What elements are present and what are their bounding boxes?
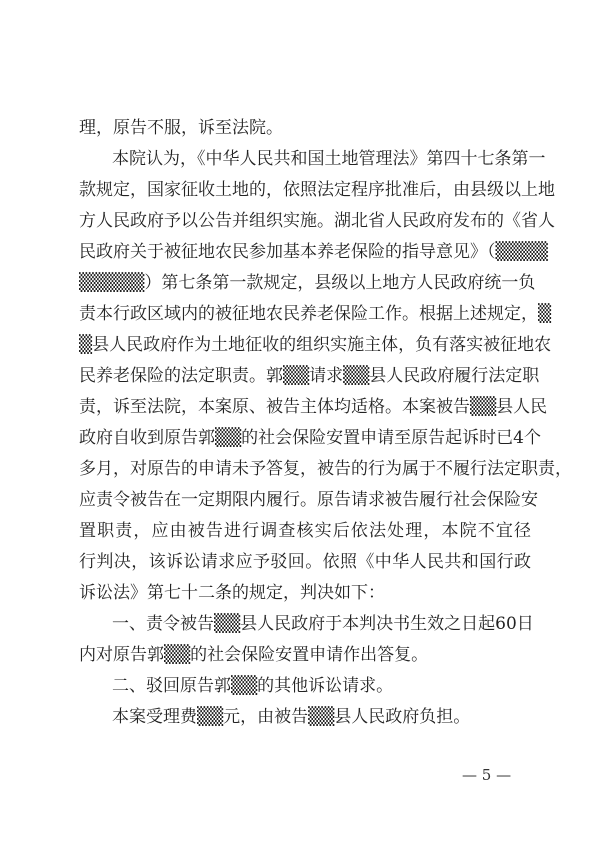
case-fee-line: 本案受理费▒▒元，由被告▒▒县人民政府负担。 (112, 707, 471, 727)
judgment-item-1-line-1: 一、责令被告▒▒县人民政府于本判决书生效之日起60日 (112, 614, 534, 634)
paragraph-line-8: ▒县人民政府作为土地征收的组织实施主体，负有落实被征地农 (79, 335, 552, 355)
paragraph-line-10: 责，诉至法院，本案原、被告主体均适格。本案被告▒▒县人民 (79, 397, 548, 417)
judgment-item-1-line-2: 内对原告郭▒▒的社会保险安置申请作出答复。 (79, 645, 429, 665)
paragraph-line-11: 政府自收到原告郭▒▒的社会保险安置申请至原告起诉时已4个 (79, 428, 541, 448)
paragraph-line-1: 理，原告不服，诉至法院。 (79, 118, 283, 138)
paragraph-line-9: 民养老保险的法定职责。郭▒▒请求▒▒县人民政府履行法定职 (79, 366, 540, 386)
paragraph-line-13: 应责令被告在一定期限内履行。原告请求被告履行社会保险安 (79, 490, 538, 510)
paragraph-line-14: 置职责，应由被告进行调查核实后依法处理，本院不宜径 (79, 521, 531, 541)
paragraph-line-7: 责本行政区域内的被征地农民养老保险工作。根据上述规定，▒ (79, 304, 552, 324)
paragraph-line-4: 方人民政府予以公告并组织实施。湖北省人民政府发布的《省人 (79, 211, 555, 231)
paragraph-line-2: 本院认为，《中华人民共和国土地管理法》第四十七条第一 (112, 149, 546, 169)
paragraph-line-3: 款规定，国家征收土地的，依照法定程序批准后，由县级以上地 (79, 180, 555, 200)
page-number: — 5 — (462, 766, 512, 784)
paragraph-line-16: 诉讼法》第七十二条的规定，判决如下： (79, 583, 385, 603)
paragraph-line-15: 行判决，该诉讼请求应予驳回。依照《中华人民共和国行政 (79, 552, 531, 572)
paragraph-line-12: 多月，对原告的申请未予答复，被告的行为属于不履行法定职责， (79, 459, 572, 479)
judgment-item-2: 二、驳回原告郭▒▒的其他诉讼请求。 (112, 676, 394, 696)
paragraph-line-5: 民政府关于被征地农民参加基本养老保险的指导意见》（▒▒▒▒ (79, 242, 548, 262)
paragraph-line-6: ▒▒▒▒▒）第七条第一款规定，县级以上地方人民政府统一负 (79, 273, 536, 293)
